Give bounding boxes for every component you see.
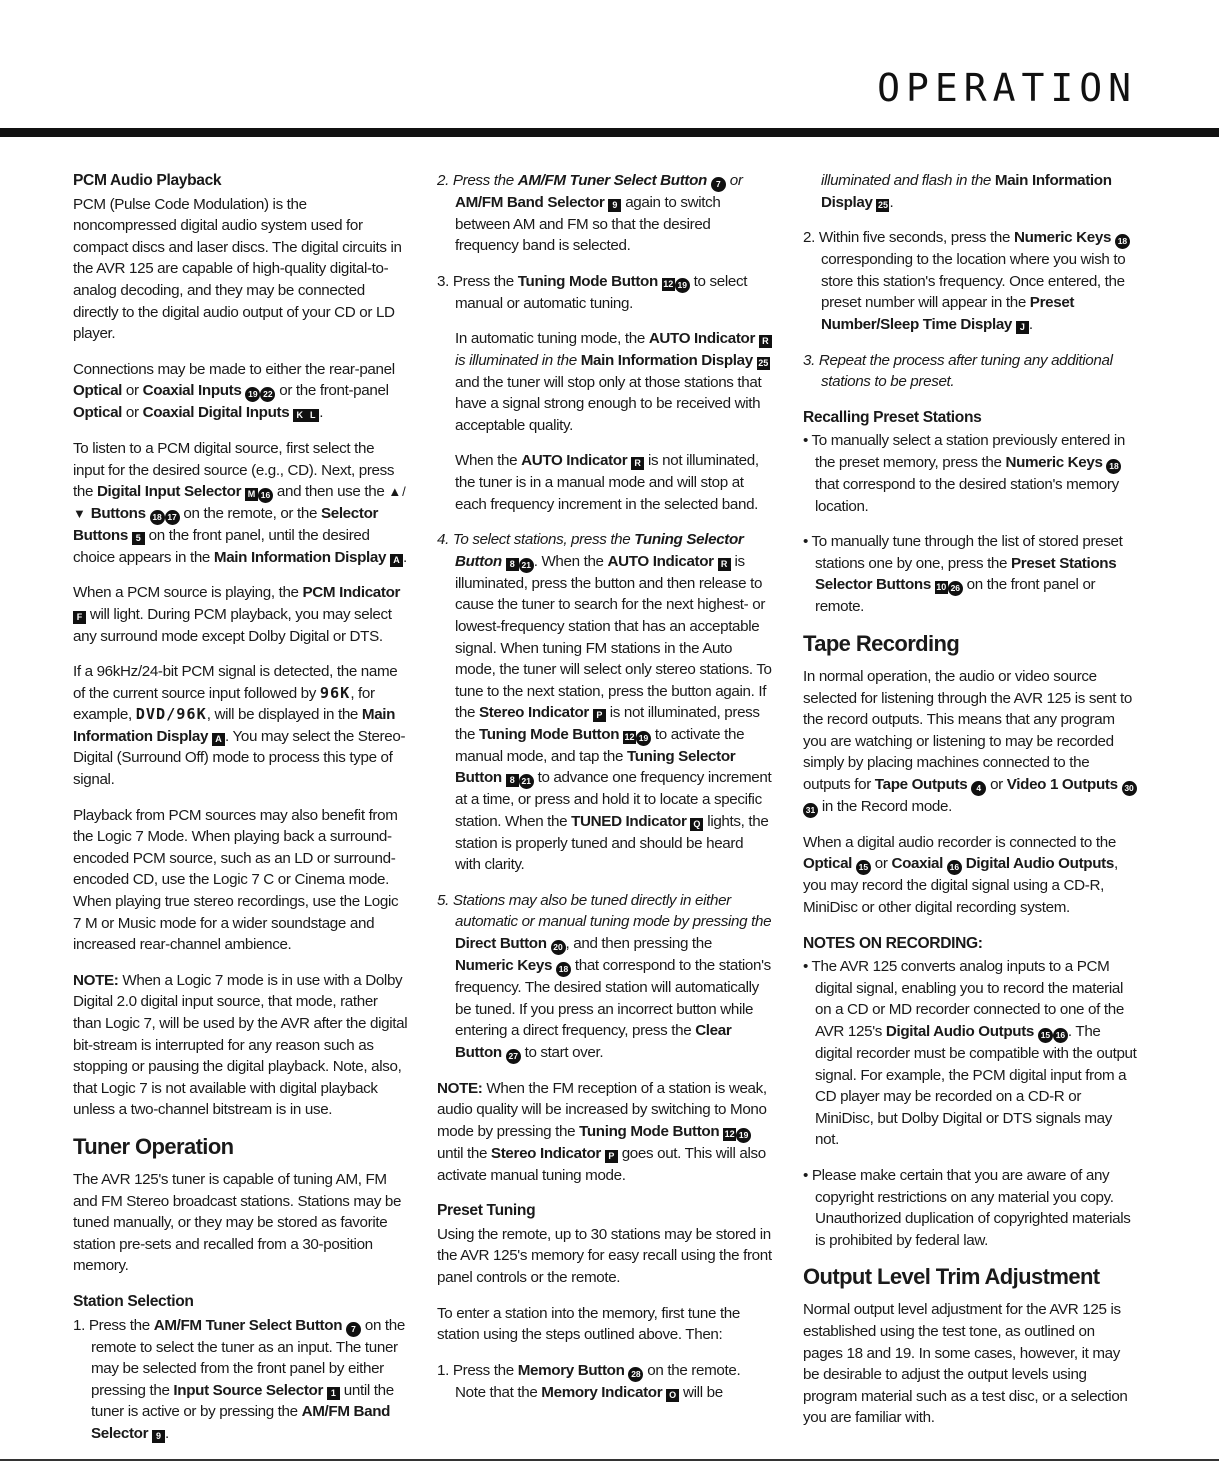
index-R-icon: R bbox=[631, 457, 644, 470]
index-J-icon: J bbox=[1016, 321, 1029, 334]
footer-divider bbox=[0, 1459, 1219, 1461]
index-19-icon: 19 bbox=[636, 731, 651, 746]
station-selection-heading: Station Selection bbox=[73, 1292, 194, 1310]
index-K-icon: K bbox=[293, 409, 306, 422]
index-21-icon: 21 bbox=[519, 774, 534, 789]
station-step-5: 5. Stations may also be tuned directly in either automatic or manual tuning mode by pressing the Direct Button 20 , and then pressing the Numeric Keys 18 that correspond to the station's frequency. The desired station will automatically be tuned. If you press an incorrect button while entering a direct frequency, press the Clear Button 27 to start over. bbox=[437, 890, 772, 1064]
recall-bullet-1: • To manually select a station previously entered in the preset memory, press the Numeric Keys 18 that correspond to the desired station's memory location. bbox=[803, 432, 1125, 515]
output-level-text: Normal output level adjustment for the AVR 125 is established using the test tone, as outlined on pages 18 and 19. In some cases, however, it may be desirable to adjust the output levels using program material such as a test disc, or a selection you are familiar with. bbox=[803, 1301, 1128, 1427]
pcm-96k: If a 96kHz/24-bit PCM signal is detected, the name of the current source input followed by 96K, for example, DVD/96K, will be displayed in the Main Information Display A . You may select the Stereo-Digital (Surround Off) mode to process this type of signal. bbox=[73, 663, 406, 789]
index-R-icon: R bbox=[759, 335, 772, 348]
manual-mode-text: When the AUTO Indicator R is not illuminated, the tuner is in a manual mode and will stop at each frequency increment in the selected band. bbox=[455, 452, 759, 513]
index-9-icon: 9 bbox=[608, 199, 621, 212]
index-18-icon: 18 bbox=[1115, 234, 1130, 249]
index-16-icon: 16 bbox=[258, 488, 273, 503]
header-divider bbox=[0, 128, 1219, 137]
station-step-2: 2. Press the AM/FM Tuner Select Button 7 or AM/FM Band Selector 9 again to switch between AM and FM so that the desired frequency band is selected. bbox=[437, 172, 743, 255]
column-3 bbox=[803, 170, 1138, 1443]
pcm-note: NOTE: When a Logic 7 mode is in use with a Dolby Digital 2.0 digital input source, that mode, rather than Logic 7, will be used by the AVR after the digital bit-stream is interrupted for any reason such as stopping or pausing the digital playback. Note, also, that Logic 7 is not available with digital playback unless a two-channel bitstream is in use. bbox=[73, 971, 408, 1119]
index-20-icon: 20 bbox=[551, 940, 566, 955]
index-19-icon: 19 bbox=[736, 1128, 751, 1143]
recall-bullet-2: • To manually tune through the list of stored preset stations one by one, press the Preset Stations Selector Buttons 10 26 on the front panel or remote. bbox=[803, 533, 1123, 616]
pcm-logic7: Playback from PCM sources may also benefit from the Logic 7 Mode. When playing back a surround-encoded PCM source, such as an LD or surround-encoded CD, use the Logic 7 C or Cinema mode. When playing true stereo recordings, use the Logic 7 M or Music mode for a wider soundstage and increased rear-channel ambience. bbox=[73, 806, 399, 954]
index-25-icon: 25 bbox=[877, 199, 888, 210]
index-26-icon: 26 bbox=[948, 581, 963, 596]
index-27-icon: 27 bbox=[506, 1049, 521, 1064]
index-17-icon: 17 bbox=[165, 510, 180, 525]
index-15-icon: 15 bbox=[856, 860, 871, 875]
index-28-icon: 28 bbox=[628, 1367, 643, 1382]
index-R-icon: R bbox=[718, 558, 731, 571]
pcm-intro: PCM (Pulse Code Modulation) is the noncompressed digital audio system used for compact discs and laser discs. The digital circuits in the AVR 125 are capable of high-quality digital-to-analog decoding, and they may be connected directly to the digital audio output of your CD or LD player. bbox=[73, 195, 402, 343]
index-12-icon: 12 bbox=[724, 1129, 735, 1139]
fm-note: NOTE: When the FM reception of a station is weak, audio quality will be increased by switching to Mono mode by pressing the Tuning Mode Button 12 19 until the Stereo Indicator P goes out. This will also activate manual tuning mode. bbox=[437, 1079, 767, 1184]
index-10-icon: 10 bbox=[936, 582, 947, 593]
index-1-icon: 1 bbox=[327, 1387, 340, 1400]
index-15-icon: 15 bbox=[1038, 1028, 1053, 1043]
pcm-select-input: To listen to a PCM digital source, first select the input for the desired source (e.g., CD). Next, press the Digital Input Selector M 16 and then use the ▲/▼ Buttons 18 17 on the remote, or the Selector Buttons 5 on the front panel, until the desired choice appears in the Main Information Display A . bbox=[73, 439, 407, 566]
preset-step-2: 2. Within five seconds, press the Numeric Keys 18 corresponding to the location where you wish to store this station's frequency. Once entered, the preset number will appear in the Preset Number/Sleep Time Display J . bbox=[803, 227, 1138, 335]
preset-tuning-heading: Preset Tuning bbox=[437, 1202, 536, 1220]
index-A-icon: A bbox=[390, 554, 403, 567]
index-P-icon: P bbox=[605, 1150, 618, 1163]
tape-recording-heading: Tape Recording bbox=[803, 630, 960, 656]
index-18-icon: 18 bbox=[150, 510, 165, 525]
preset-step-3: 3. Repeat the process after tuning any additional stations to be preset. bbox=[803, 351, 1113, 391]
index-30-icon: 30 bbox=[1122, 781, 1137, 796]
station-step-1: 1. Press the AM/FM Tuner Select Button 7 on the remote to select the tuner as an input. The tuner may be selected from the front panel by either pressing the Input Source Selector 1 until the tuner is active or by pressing the AM/FM Band Selector 9 . bbox=[73, 1316, 405, 1442]
index-L-icon: L bbox=[306, 409, 319, 422]
up-down-arrows-icon: ▲/▼ bbox=[73, 484, 407, 522]
preset-enter: To enter a station into the memory, first tune the station using the steps outlined above. Then: bbox=[437, 1304, 741, 1344]
index-16-icon: 16 bbox=[1053, 1028, 1068, 1043]
index-21-icon: 21 bbox=[519, 558, 534, 573]
pcm-heading: PCM Audio Playback bbox=[73, 172, 222, 189]
index-31-icon: 31 bbox=[803, 803, 818, 818]
index-O-icon: O bbox=[666, 1389, 679, 1402]
pcm-indicator: When a PCM source is playing, the PCM Indicator F will light. During PCM playback, you may select any surround mode except Dolby Digital or DTS. bbox=[73, 584, 401, 645]
index-A-icon: A bbox=[212, 733, 225, 746]
pcm-connections: Connections may be made to either the rear-panel Optical or Coaxial Inputs 19 22 or the front-panel Optical or Coaxial Digital Inputs K L . bbox=[73, 360, 395, 422]
preset-step-1-cont: illuminated and flash in the Main Information Display 25. bbox=[821, 172, 1112, 211]
column-1 bbox=[73, 170, 408, 1459]
index-8-icon: 8 bbox=[506, 774, 519, 787]
tape-digital: When a digital audio recorder is connected to the Optical 15 or Coaxial 16 Digital Audio Outputs, you may record the digital signal using a CD-R, MiniDisc or other digital recording system. bbox=[803, 833, 1118, 917]
preset-step-1: 1. Press the Memory Button 28 on the remote. Note that the Memory Indicator O will be bbox=[437, 1361, 741, 1401]
index-19-icon: 19 bbox=[245, 387, 260, 402]
recalling-heading: Recalling Preset Stations bbox=[803, 408, 982, 426]
index-5-icon: 5 bbox=[132, 532, 145, 545]
index-25-icon: 25 bbox=[758, 357, 769, 368]
tuner-intro: The AVR 125's tuner is capable of tuning AM, FM and FM Stereo broadcast stations. Stations may be tuned manually, or they may be stored as favorite station pre-sets and recalled from a 30-position memory. bbox=[73, 1170, 402, 1275]
tape-intro: In normal operation, the audio or video source selected for listening through the AVR 125 is sent to the record outputs. This means that any program you are watching or listening to may be recorded simply by placing machines connected to the outputs for Tape Outputs 4 or Video 1 Outputs 3031 in the Record mode. bbox=[803, 666, 1138, 818]
station-step-4: 4. To select stations, press the Tuning Selector Button 8 21 . When the AUTO Indicator R is illuminated, press the button and then release to cause the tuner to search for the next highest- or lowest-frequency station that has an acceptable signal. When tuning FM stations in the Auto mode, the tuner will select only stereo stations. To tune to the next station, press the button again. If the Stereo Indicator P is not illuminated, press the Tuning Mode Button 12 19 to activate the manual mode, and tap the Tuning Selector Button 8 21 to advance one frequency increment at a time, or press and hold it to locate a specific station. When the TUNED Indicator Q lights, the station is properly tuned and should be heard with clarity. bbox=[437, 531, 772, 874]
index-F-icon: F bbox=[73, 611, 86, 624]
index-22-icon: 22 bbox=[260, 387, 275, 402]
auto-mode-text: In automatic tuning mode, the AUTO Indicator R is illuminated in the Main Information Display 25 and the tuner will stop only at those stations that have a signal strong enough to be received with acceptable quality. bbox=[437, 328, 772, 436]
output-level-heading: Output Level Trim Adjustment bbox=[803, 1264, 1100, 1290]
station-step-3: 3. Press the Tuning Mode Button 12 19 to select manual or automatic tuning. bbox=[437, 272, 748, 312]
index-18-icon: 18 bbox=[1106, 459, 1121, 474]
page-title: OPERATION bbox=[877, 66, 1137, 110]
notes-bullet-2: • Please make certain that you are aware of any copyright restrictions on any material you copy. Unauthorized duplication of copyrighted materials is prohibited by federal law. bbox=[803, 1167, 1131, 1249]
preset-intro: Using the remote, up to 30 stations may be stored in the AVR 125's memory for easy recall using the front panel controls or the remote. bbox=[437, 1225, 772, 1286]
index-9-icon: 9 bbox=[152, 1430, 165, 1443]
index-Q-icon: Q bbox=[690, 818, 703, 831]
notes-heading: NOTES ON RECORDING: bbox=[803, 934, 983, 952]
index-19-icon: 19 bbox=[675, 278, 690, 293]
index-12-icon: 12 bbox=[663, 278, 674, 289]
index-16-icon: 16 bbox=[947, 860, 962, 875]
index-12-icon: 12 bbox=[624, 731, 635, 742]
index-P-icon: P bbox=[593, 709, 606, 722]
notes-bullet-1: • The AVR 125 converts analog inputs to a PCM digital signal, enabling you to record the material on a CD or MD recorder connected to one of the AVR 125's Digital Audio Outputs 15 16 . The digital recorder must be compatible with the output signal. For example, the PCM digital input from a CD player may be recorded on a CD-R or MiniDisc, but Dolby Digital or DTS signals may not. bbox=[803, 958, 1137, 1149]
index-7-icon: 7 bbox=[346, 1322, 361, 1337]
index-8-icon: 8 bbox=[506, 558, 519, 571]
tuner-heading: Tuner Operation bbox=[73, 1133, 234, 1159]
column-2 bbox=[437, 170, 772, 1417]
index-18-icon: 18 bbox=[556, 962, 571, 977]
index-M-icon: M bbox=[245, 488, 258, 501]
index-7-icon: 7 bbox=[711, 177, 726, 192]
index-4-icon: 4 bbox=[971, 781, 986, 796]
